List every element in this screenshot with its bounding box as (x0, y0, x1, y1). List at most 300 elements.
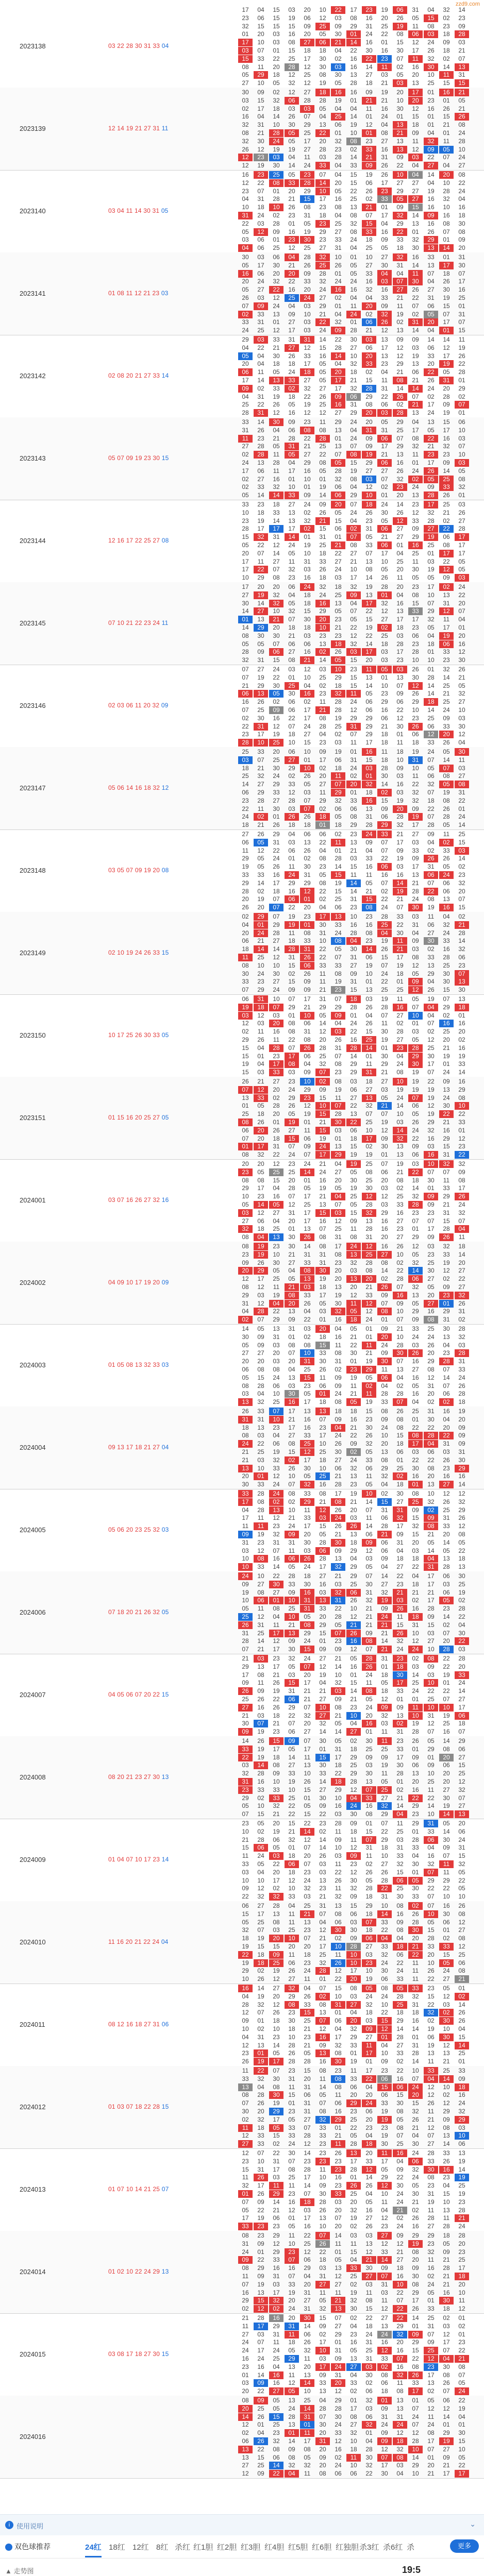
grid-cell: 10 (365, 253, 373, 261)
grid-cell: 13 (412, 1770, 419, 1777)
grid-cell: 06 (285, 97, 299, 105)
grid-cell: 27 (319, 244, 326, 252)
grid-cell: 24 (257, 2355, 264, 2362)
grid-cell: 24 (331, 1514, 345, 1522)
grid-cell: 05 (257, 1325, 264, 1332)
grid-cell: 20 (381, 1233, 388, 1241)
tab-item[interactable]: 红3胆 (241, 2543, 261, 2552)
grid-cell: 23 (381, 2124, 388, 2131)
grid-cell: 02 (458, 913, 465, 920)
tab-item[interactable]: 杀 (407, 2543, 415, 2552)
grid-cell: 27 (346, 2363, 361, 2371)
grid-cell: 11 (381, 1366, 388, 1373)
grid-cell: 03 (273, 30, 280, 38)
grid-cell: 18 (365, 789, 373, 796)
grid-cell: 20 (362, 409, 376, 417)
grid-cell: 22 (396, 162, 404, 170)
grid-cell: 06 (319, 1382, 326, 1389)
tab-item[interactable]: 红6胆 (312, 2543, 332, 2552)
grid-cell: 09 (304, 986, 311, 994)
grid-cell: 31 (427, 1711, 435, 1719)
grid-cell: 10 (304, 475, 311, 483)
grid-cell: 18 (335, 1761, 342, 1769)
grid-cell: 31 (288, 1325, 295, 1332)
grid-cell: 23 (427, 2240, 435, 2247)
grid-cell: 19 (288, 2289, 295, 2296)
grid-cell: 17 (288, 467, 295, 474)
grid-cell: 07 (396, 904, 404, 911)
grid-cell: 05 (439, 1959, 454, 1967)
red-balls: 03 05 07 09 19 20 (108, 867, 160, 874)
grid-cell: 23 (304, 2157, 311, 2165)
grid-cell: 03 (350, 1267, 357, 1275)
grid-cell: 09 (396, 1299, 404, 1307)
grid-cell: 24 (458, 154, 465, 161)
grid-cell: 31 (412, 1621, 419, 1629)
grid-cell: 20 (412, 2256, 419, 2264)
grid-cell: 22 (458, 796, 465, 804)
grid-cell: 21 (393, 945, 407, 953)
grid-cell: 23 (458, 871, 465, 878)
grid-cell: 30 (424, 937, 438, 945)
grid-cell: 20 (273, 624, 280, 631)
red-balls: 03 04 11 14 30 31 (108, 207, 160, 214)
grid-cell: 07 (455, 401, 469, 409)
grid-cell: 14 (458, 1069, 465, 1076)
grid-cell: 28 (458, 2206, 465, 2214)
grid-cell: 31 (381, 2413, 388, 2420)
grid-cell: 28 (424, 492, 438, 499)
grid-cell: 33 (319, 2124, 326, 2131)
grid-cell: 15 (315, 1209, 330, 1217)
grid-cell: 25 (319, 541, 326, 549)
grid-cell: 24 (300, 294, 314, 302)
grid-cell: 06 (288, 846, 295, 854)
tab-item[interactable]: 24红 (85, 2541, 102, 2552)
grid-cell: 26 (362, 1663, 376, 1671)
grid-cell: 27 (362, 2273, 376, 2280)
grid-cell: 05 (350, 1325, 357, 1332)
grid-cell: 12 (439, 607, 454, 615)
grid-cell: 13 (335, 599, 342, 607)
grid-cell: 29 (443, 2429, 450, 2437)
grid-cell: 16 (408, 541, 423, 549)
grid-cell: 05 (319, 2091, 326, 2099)
grid-cell: 07 (304, 1860, 311, 1868)
grid-cell: 09 (396, 1531, 404, 1538)
grid-cell: 21 (257, 764, 264, 772)
grid-cell: 10 (458, 1893, 465, 1901)
grid-cell: 28 (365, 1885, 373, 1892)
grid-cell: 04 (335, 310, 342, 318)
grid-cell: 18 (350, 1134, 357, 1142)
tab-item[interactable]: 12红 (132, 2543, 149, 2552)
grid-cell: 32 (427, 1860, 435, 1868)
grid-cell: 20 (331, 2379, 345, 2387)
grid-cell: 06 (350, 1910, 357, 1918)
grid-cell: 18 (365, 2009, 373, 2016)
grid-cell: 26 (443, 1456, 450, 1464)
grid-cell: 24 (427, 409, 435, 417)
grid-cell: 20 (304, 1531, 311, 1538)
grid-cell: 08 (335, 2083, 342, 2091)
grid-cell: 15 (365, 756, 373, 764)
grid-cell: 32 (257, 2001, 264, 2008)
grid-cell: 24 (335, 929, 342, 937)
grid-cell: 07 (269, 1408, 283, 1415)
grid-cell: 33 (242, 318, 249, 326)
grid-cell: 32 (427, 1126, 435, 1134)
grid-cell: 27 (412, 1366, 419, 1373)
grid-cell: 09 (443, 2453, 450, 2461)
grid-cell: 07 (335, 995, 342, 1003)
grid-cell: 12 (257, 846, 264, 854)
grid-cell: 17 (242, 583, 249, 590)
grid-cell: 28 (412, 1918, 419, 1926)
grid-cell: 03 (412, 1160, 419, 1167)
grid-cell: 06 (365, 1464, 373, 1472)
grid-cell: 04 (254, 1233, 268, 1241)
grid-cell: 01 (350, 789, 357, 796)
grid-cell: 05 (242, 2206, 249, 2214)
grid-cell: 17 (304, 360, 311, 368)
issue-number: 2023149 (20, 949, 46, 957)
grid-cell: 20 (319, 2462, 326, 2469)
tab-item[interactable]: 红5胆 (288, 2543, 308, 2552)
grid-cell: 12 (365, 483, 373, 491)
grid-cell: 01 (412, 1827, 419, 1835)
grid-cell: 03 (238, 756, 253, 764)
grid-cell: 07 (427, 1069, 435, 1076)
grid-cell: 11 (319, 2289, 326, 2296)
grid-cell: 25 (458, 1951, 465, 1958)
grid-cell: 20 (288, 2314, 295, 2321)
grid-cell: 11 (427, 2413, 435, 2420)
grid-cell: 06 (335, 756, 342, 764)
grid-cell: 05 (408, 1877, 423, 1885)
grid-cell: 26 (377, 318, 392, 326)
draw-numbers (108, 702, 169, 709)
grid-cell: 01 (238, 2190, 253, 2198)
grid-cell: 19 (257, 1728, 264, 1736)
grid-cell: 30 (396, 105, 404, 112)
grid-cell: 02 (365, 368, 373, 376)
grid-cell: 22 (319, 1810, 326, 1818)
grid-cell: 29 (288, 1003, 295, 1011)
grid-cell: 25 (331, 113, 345, 121)
more-button[interactable]: 更多 (450, 2539, 479, 2553)
tab-item[interactable]: 18红 (109, 2543, 125, 2552)
grid-cell: 22 (304, 434, 311, 442)
grid-cell: 33 (257, 1563, 264, 1571)
grid-cell: 32 (335, 137, 342, 145)
grid-cell: 14 (412, 2314, 419, 2321)
red-balls: 02 10 19 24 26 33 (108, 949, 160, 956)
grid-cell: 08 (458, 1935, 465, 1942)
grid-cell: 09 (412, 525, 419, 533)
grid-cell: 31 (273, 2157, 280, 2165)
tab-item[interactable]: 红4胆 (264, 2543, 285, 2552)
grid-cell: 18 (304, 47, 311, 54)
grid-cell: 04 (331, 1193, 345, 1200)
grid-cell: 14 (393, 1127, 407, 1134)
grid-cell: 20 (238, 1267, 253, 1275)
grid-cell: 02 (427, 2017, 435, 2025)
grid-cell: 28 (304, 253, 311, 261)
grid-cell: 25 (396, 2140, 404, 2148)
grid-cell: 08 (412, 2363, 419, 2370)
grid-cell: 25 (257, 2462, 264, 2469)
grid-cell: 15 (443, 986, 450, 994)
grid-cell: 05 (288, 599, 295, 607)
grid-cell: 12 (412, 961, 419, 969)
grid-cell: 11 (300, 2429, 314, 2437)
grid-cell: 19 (381, 2108, 388, 2115)
tab-item[interactable]: 杀3红 (359, 2543, 379, 2552)
grid-cell: 29 (346, 2099, 361, 2107)
tab-item[interactable]: 8红 (156, 2543, 169, 2552)
grid-cell: 09 (257, 2273, 264, 2280)
table-row (0, 912, 484, 995)
grid-cell: 27 (346, 1728, 361, 1736)
grid-cell: 17 (257, 1275, 264, 1283)
grid-cell: 15 (285, 1135, 299, 1143)
grid-cell: 06 (288, 426, 295, 434)
grid-cell: 05 (304, 1472, 311, 1480)
grid-cell: 12 (304, 1836, 311, 1843)
grid-cell: 04 (427, 978, 435, 986)
grid-cell: 17 (273, 2165, 280, 2173)
tab-bar (0, 2535, 484, 2558)
grid-cell: 10 (273, 121, 280, 129)
grid-cell: 24 (273, 772, 280, 780)
tab-item[interactable]: 红独胆 (336, 2543, 359, 2552)
grid-cell: 13 (319, 2009, 326, 2016)
grid-cell: 18 (362, 501, 376, 509)
grid-cell: 23 (273, 1655, 280, 1662)
grid-cell: 21 (273, 1810, 280, 1818)
grid-cell: 32 (458, 690, 465, 698)
grid-cell: 30 (319, 1794, 326, 1802)
grid-cell: 23 (424, 451, 438, 459)
issue-number: 2023148 (20, 867, 46, 874)
grid-cell: 10 (242, 509, 249, 516)
grid-cell: 02 (273, 89, 280, 96)
grid-cell: 15 (273, 2132, 280, 2140)
grid-cell: 11 (288, 557, 295, 565)
grid-cell: 23 (273, 2033, 280, 2041)
grid-cell: 15 (242, 1910, 249, 1918)
grid-cell: 05 (427, 574, 435, 582)
grid-cell: 18 (396, 2264, 404, 2272)
grid-cell: 32 (443, 666, 450, 673)
grid-cell: 29 (254, 1267, 268, 1275)
grid-cell: 29 (335, 1003, 342, 1011)
grid-cell: 08 (319, 2001, 326, 2008)
grid-cell: 06 (427, 921, 435, 928)
grid-cell: 24 (257, 1852, 264, 1860)
grid-cell: 28 (300, 179, 314, 187)
grid-cell: 16 (335, 195, 342, 203)
grid-cell: 26 (257, 1737, 264, 1744)
grid-cell: 13 (331, 2305, 345, 2313)
grid-cell: 26 (273, 2009, 280, 2016)
grid-cell: 03 (288, 805, 295, 812)
grid-cell: 07 (242, 2280, 249, 2288)
grid-cell: 32 (350, 583, 357, 590)
grid-cell: 16 (242, 698, 249, 706)
grid-cell: 27 (257, 475, 264, 483)
grid-cell: 22 (350, 2124, 357, 2131)
grid-cell: 24 (288, 1151, 295, 1159)
grid-cell: 16 (350, 55, 357, 62)
grid-cell: 26 (458, 509, 465, 516)
draw-numbers (108, 784, 169, 791)
grid-cell: 14 (443, 2413, 450, 2420)
grid-cell: 27 (315, 1712, 330, 1720)
grid-cell: 11 (362, 1342, 376, 1349)
grid-cell: 28 (254, 451, 268, 459)
grid-cell: 20 (427, 1291, 435, 1299)
grid-cell: 19 (304, 228, 311, 235)
grid-cell: 09 (424, 146, 438, 154)
grid-cell: 03 (362, 2363, 376, 2371)
grid-cell: 18 (381, 739, 388, 747)
grid-cell: 29 (242, 2297, 249, 2304)
grid-cell: 06 (443, 887, 450, 895)
grid-cell: 15 (285, 1679, 299, 1687)
grid-cell: 05 (424, 311, 438, 318)
grid-cell: 23 (350, 1860, 357, 1868)
grid-cell: 22 (319, 2248, 326, 2256)
grid-cell: 20 (304, 1720, 311, 1727)
grid-cell: 21 (350, 377, 357, 384)
chevron-down-icon[interactable]: ⌄ (470, 2520, 476, 2528)
grid-cell: 07 (257, 187, 264, 195)
grid-cell: 14 (319, 1844, 326, 1852)
grid-cell: 20 (304, 1943, 311, 1950)
grid-cell: 16 (257, 1703, 264, 1711)
grid-cell: 25 (319, 1448, 326, 1455)
grid-cell: 08 (319, 2108, 326, 2115)
grid-cell: 22 (393, 2314, 407, 2322)
grid-cell: 07 (257, 756, 264, 764)
grid-cell: 24 (331, 2363, 345, 2371)
grid-cell: 22 (331, 6, 345, 14)
grid-cell: 29 (377, 821, 392, 829)
grid-cell: 19 (458, 1588, 465, 1596)
grid-cell: 08 (288, 1028, 295, 1036)
grid-cell: 03 (304, 2206, 311, 2214)
tab-item[interactable]: 红1胆 (193, 2543, 213, 2552)
grid-cell: 14 (273, 1563, 280, 1571)
grid-cell: 33 (304, 1490, 311, 1497)
grid-cell: 29 (396, 443, 404, 450)
grid-cell: 33 (304, 1514, 311, 1522)
grid-cell: 30 (331, 1926, 345, 1934)
grid-cell: 01 (439, 1300, 454, 1308)
grid-cell: 31 (335, 2347, 342, 2354)
grid-cell: 04 (350, 2256, 357, 2264)
usage-hint-bar[interactable] (0, 2514, 484, 2535)
grid-cell: 06 (335, 121, 342, 129)
grid-cell: 07 (396, 1283, 404, 1291)
grid-cell: 24 (304, 501, 311, 508)
grid-cell: 19 (346, 1160, 361, 1168)
grid-cell: 13 (458, 1563, 465, 1571)
grid-cell: 08 (458, 121, 465, 129)
grid-cell: 03 (304, 789, 311, 796)
grid-cell: 12 (273, 722, 280, 730)
grid-cell: 21 (304, 2025, 311, 2032)
tab-item[interactable]: 红2胆 (217, 2543, 237, 2552)
grid-cell: 33 (455, 1671, 469, 1679)
grid-cell: 11 (257, 1679, 264, 1687)
grid-cell: 19 (381, 89, 388, 96)
grid-cell: 29 (257, 574, 264, 582)
grid-cell: 18 (335, 583, 342, 590)
grid-cell: 24 (381, 2421, 388, 2429)
tab-item[interactable]: 杀红 (175, 2543, 191, 2552)
grid-cell: 31 (458, 1844, 465, 1852)
grid-cell: 25 (304, 129, 311, 137)
grid-cell: 28 (273, 929, 280, 937)
grid-cell: 32 (412, 236, 419, 244)
grid-cell: 29 (362, 1366, 376, 1374)
grid-cell: 33 (412, 517, 419, 524)
grid-cell: 07 (273, 2067, 280, 2074)
tab-item[interactable]: 杀6红 (383, 2543, 403, 2552)
grid-cell: 10 (443, 1893, 450, 1901)
grid-cell: 28 (365, 1225, 373, 1233)
grid-cell: 31 (300, 2413, 314, 2421)
grid-cell: 02 (285, 385, 299, 393)
grid-cell: 14 (254, 1761, 268, 1769)
grid-cell: 17 (362, 600, 376, 607)
grid-cell: 10 (350, 913, 357, 920)
grid-cell: 05 (412, 1110, 419, 1118)
grid-cell: 28 (443, 1563, 450, 1571)
grid-cell: 27 (365, 71, 373, 79)
grid-cell: 15 (350, 1679, 357, 1687)
grid-cell: 08 (346, 138, 361, 145)
grid-cell: 06 (443, 2397, 450, 2404)
grid-cell: 32 (350, 1464, 357, 1472)
grid-cell: 17 (304, 1745, 311, 1753)
grid-cell: 21 (443, 509, 450, 516)
grid-cell: 11 (304, 1126, 311, 1134)
grid-cell: 08 (396, 1176, 404, 1184)
grid-cell: 16 (242, 171, 249, 178)
grid-cell: 32 (350, 2297, 357, 2304)
grid-cell: 25 (319, 1951, 326, 1958)
grid-cell: 26 (304, 846, 311, 854)
grid-cell: 29 (396, 187, 404, 195)
red-balls: 01 07 10 14 21 25 (108, 2185, 160, 2193)
grid-cell: 05 (319, 105, 326, 112)
grid-cell: 16 (304, 467, 311, 474)
issue-number: 2024016 (20, 2433, 46, 2441)
grid-cell: 05 (427, 624, 435, 631)
grid-cell: 19 (365, 583, 373, 590)
grid-cell: 29 (365, 1902, 373, 1909)
blue-ball: 05 (161, 1031, 169, 1039)
grid-cell: 29 (300, 1498, 314, 1506)
grid-cell: 11 (238, 435, 253, 443)
grid-cell: 14 (254, 945, 268, 953)
grid-cell: 31 (443, 1316, 450, 1324)
grid-cell: 28 (269, 129, 283, 137)
